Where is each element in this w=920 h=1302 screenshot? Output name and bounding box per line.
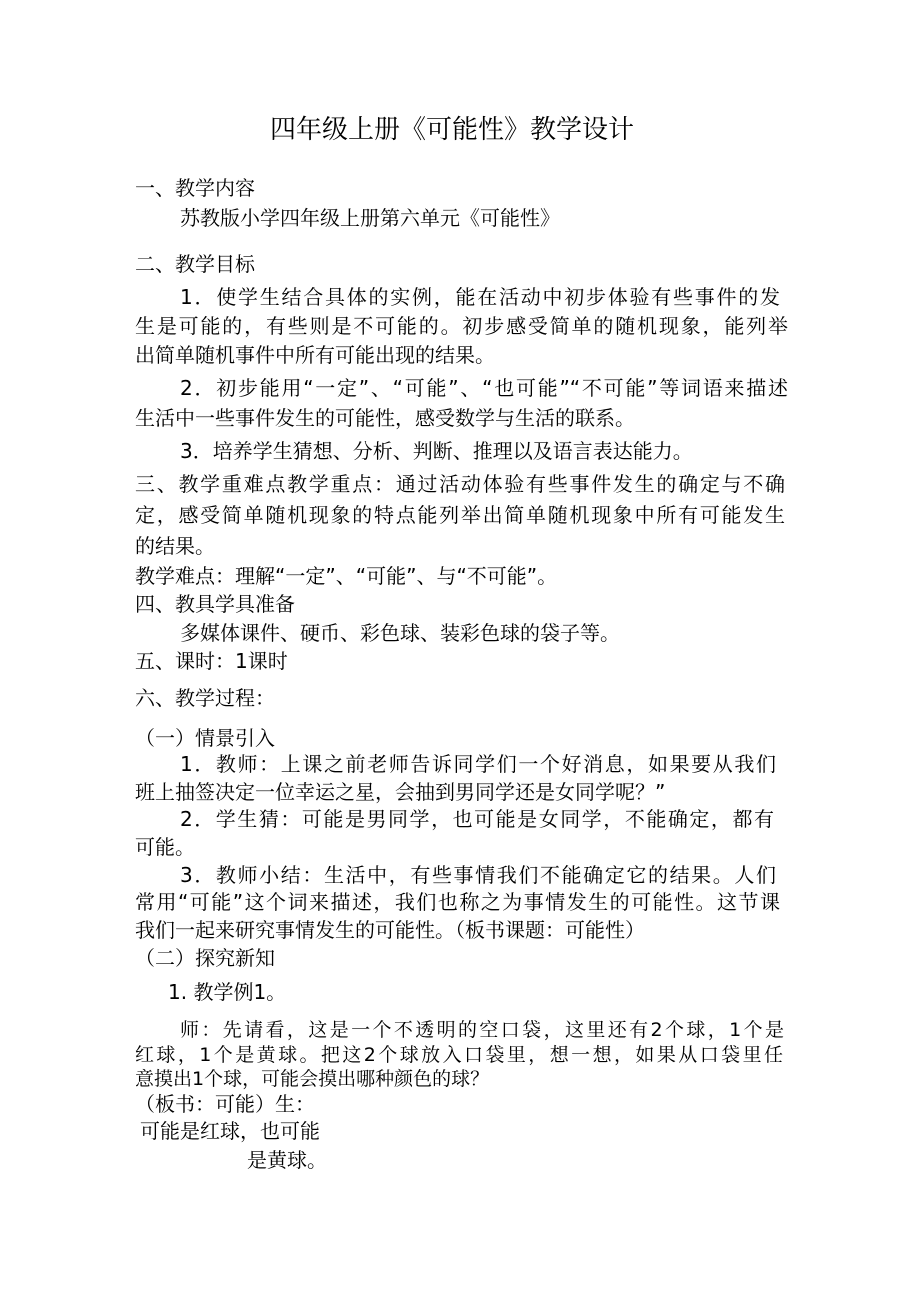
paragraph-line: 可能是红球，也可能	[140, 1119, 320, 1143]
section-heading-process: 六、教学过程：	[135, 686, 275, 710]
paragraph-line: 班上抽签决定一位幸运之星，会抽到男同学还是女同学呢？”	[135, 780, 666, 804]
paragraph-line: 红球，1个是黄球。把这2个球放入口袋里，想一想，如果从口袋里任	[135, 1044, 783, 1066]
section-heading-periods: 五、课时：1课时	[135, 649, 288, 673]
paragraph-line: 1．教师：上课之前老师告诉同学们一个好消息，如果要从我们	[180, 752, 776, 776]
paragraph-line: 师：先请看，这是一个不透明的空口袋，这里还有2个球，1个是	[180, 1019, 784, 1041]
paragraph-line: 3．教师小结：生活中，有些事情我们不能确定它的结果。人们	[180, 863, 776, 887]
paragraph-line: （板书：可能）生：	[135, 1092, 315, 1116]
section-heading-materials: 四、教具学具准备	[135, 592, 295, 616]
subsection-heading-intro: （一）情景引入	[135, 726, 275, 750]
section-heading-goals: 二、教学目标	[135, 252, 255, 276]
paragraph-line: 常用“可能”这个词来描述，我们也称之为事情发生的可能性。这节课	[135, 890, 780, 914]
paragraph-line: 3．培养学生猜想、分析、判断、推理以及语言表达能力。	[180, 439, 693, 463]
paragraph-line: 意摸出1个球，可能会摸出哪种颜色的球？	[135, 1068, 490, 1090]
paragraph-line: 教学难点：理解“一定”、“可能”、与“不可能”。	[135, 564, 558, 588]
document-title: 四年级上册《可能性》教学设计	[270, 115, 635, 145]
paragraph-line: 苏教版小学四年级上册第六单元《可能性》	[180, 206, 560, 230]
section-heading-keypoints: 三、教学重难点教学重点：通过活动体验有些事件发生的确定与不确	[135, 472, 785, 496]
paragraph-line: 定，感受简单随机现象的特点能列举出简单随机现象中所有可能发生	[135, 503, 785, 527]
paragraph-line: 1. 教学例1。	[168, 980, 287, 1004]
paragraph-line: 我们一起来研究事情发生的可能性。（板书课题：可能性）	[135, 918, 645, 942]
paragraph-line: 多媒体课件、硬币、彩色球、装彩色球的袋子等。	[180, 621, 620, 645]
paragraph-line: 生活中一些事件发生的可能性，感受数学与生活的联系。	[135, 406, 635, 430]
paragraph-line: 的结果。	[135, 534, 215, 558]
paragraph-line: 可能。	[135, 835, 195, 859]
paragraph-line: 出简单随机事件中所有可能出现的结果。	[135, 343, 495, 367]
section-heading-content: 一、教学内容	[135, 176, 255, 200]
paragraph-line: 是黄球。	[247, 1148, 327, 1172]
paragraph-line: 2．学生猜：可能是男同学，也可能是女同学，不能确定，都有	[180, 807, 774, 831]
paragraph-line: 1．使学生结合具体的实例，能在活动中初步体验有些事件的发	[180, 285, 780, 309]
subsection-heading-explore: （二）探究新知	[135, 946, 275, 970]
paragraph-line: 生是可能的，有些则是不可能的。初步感受简单的随机现象，能列举	[135, 314, 788, 338]
paragraph-line: 2．初步能用“一定”、“可能”、“也可能”“不可能”等词语来描述	[180, 376, 788, 400]
